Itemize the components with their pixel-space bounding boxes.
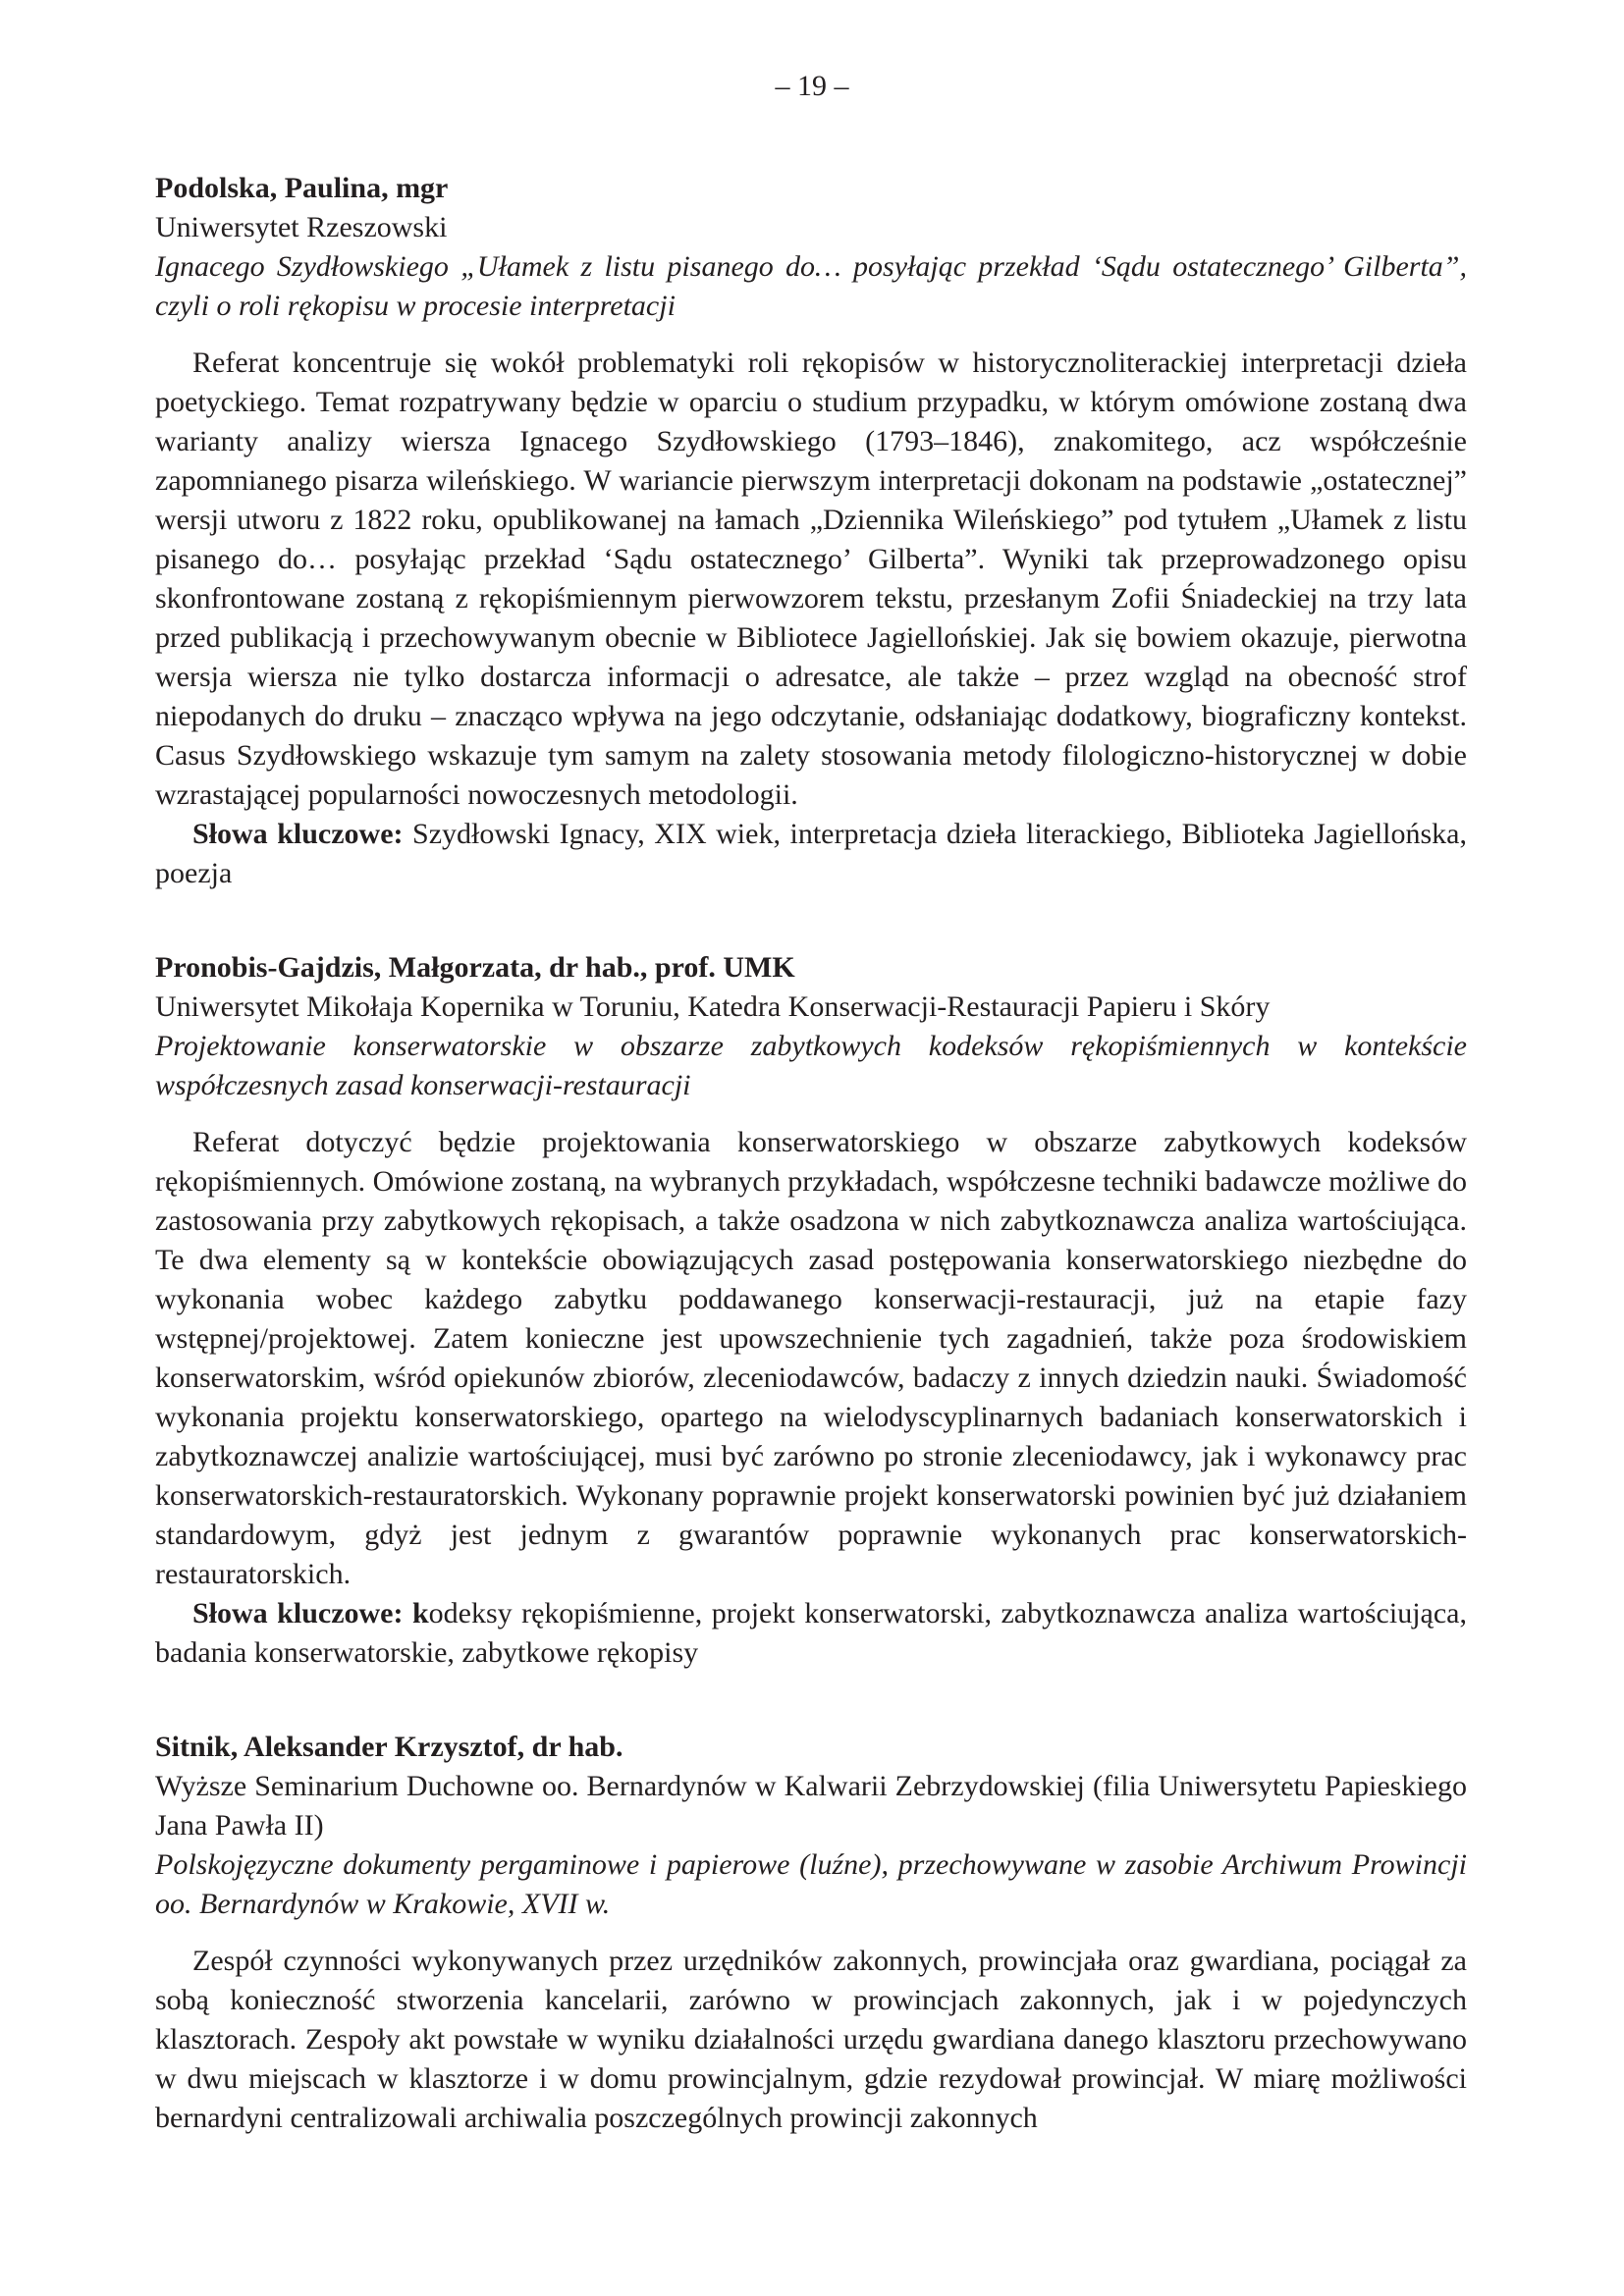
keywords-text: odeksy rękopiśmienne, projekt konserwatorski, zabytkoznawcza analiza wartościująca, badania konserwatorskie, zabytkowe rękopisy xyxy=(155,1597,1467,1669)
entry-podolska xyxy=(155,169,1467,893)
entry-title: Polskojęzyczne dokumenty pergaminowe i papierowe (luźne), przechowywane w zasobie Archiwum Prowincji oo. Bernardynów w Krakowie, XVII w. xyxy=(155,1848,1467,1920)
entry-keywords xyxy=(155,1594,1467,1673)
keywords-label: Słowa kluczowe: xyxy=(192,818,404,850)
keywords-label: Słowa kluczowe: k xyxy=(192,1597,429,1629)
entry-author: Pronobis-Gajdzis, Małgorzata, dr hab., prof. UMK xyxy=(155,951,795,984)
page-content xyxy=(155,169,1467,2193)
entry-title: Projektowanie konserwatorskie w obszarze zabytkowych kodeksów rękopiśmiennych w kontekście współczesnych zasad konserwacji-restauracji xyxy=(155,1030,1467,1101)
entry-title: Ignacego Szydłowskiego „Ułamek z listu pisanego do… posyłając przekład ‘Sądu ostatecznego’ Gilberta”, czyli o roli rękopisu w procesie interpretacji xyxy=(155,250,1467,322)
entry-author: Sitnik, Aleksander Krzysztof, dr hab. xyxy=(155,1731,623,1763)
entry-pronobis-gajdzis xyxy=(155,948,1467,1673)
entry-abstract: Zespół czynności wykonywanych przez urzędników zakonnych, prowincjała oraz gwardiana, pociągał za sobą konieczność stworzenia kancelarii, zarówno w prowincjach zakonnych, jak i w pojedynczych klasztorach. Zespoły akt powstałe w wyniku działalności urzędu gwardiana danego klasztoru przechowywano w dwu miejscach w klasztorze i w domu prowincjalnym, gdzie rezydował prowincjał. W miarę możliwości bernardyni centralizowali archiwalia poszczególnych prowincji zakonnych xyxy=(155,1945,1467,2134)
entry-affiliation: Wyższe Seminarium Duchowne oo. Bernardynów w Kalwarii Zebrzydowskiej (filia Uniwersytetu Papieskiego Jana Pawła II) xyxy=(155,1770,1467,1842)
entry-affiliation: Uniwersytet Rzeszowski xyxy=(155,211,448,243)
entry-affiliation: Uniwersytet Mikołaja Kopernika w Toruniu, Katedra Konserwacji-Restauracji Papieru i Skóry xyxy=(155,990,1271,1023)
entry-author: Podolska, Paulina, mgr xyxy=(155,172,449,204)
entry-sitnik xyxy=(155,1728,1467,2138)
entry-abstract: Referat koncentruje się wokół problematyki roli rękopisów w historycznoliterackiej interpretacji dzieła poetyckiego. Temat rozpatrywany będzie w oparciu o studium przypadku, w którym omówione zostaną dwa warianty analizy wiersza Ignacego Szydłowskiego (1793–1846), znakomitego, acz współcześnie zapomnianego pisarza wileńskiego. W wariancie pierwszym interpretacji dokonam na podstawie „ostatecznej” wersji utworu z 1822 roku, opublikowanej na łamach „Dziennika Wileńskiego” pod tytułem „Ułamek z listu pisanego do… posyłając przekład ‘Sądu ostatecznego’ Gilberta”. Wyniki tak przeprowadzonego opisu skonfrontowane zostaną z rękopiśmiennym pierwowzorem tekstu, przesłanym Zofii Śniadeckiej na trzy lata przed publikacją i przechowywanym obecnie w Bibliotece Jagiellońskiej. Jak się bowiem okazuje, pierwotna wersja wiersza nie tylko dostarcza informacji o adresatce, ale także – przez wzgląd na obecność strof niepodanych do druku – znacząco wpływa na jego odczytanie, odsłaniając dodatkowy, biograficzny kontekst. Casus Szydłowskiego wskazuje tym samym na zalety stosowania metody filologiczno-historycznej w dobie wzrastającej popularności nowoczesnych metodologii. xyxy=(155,347,1467,811)
entry-abstract: Referat dotyczyć będzie projektowania konserwatorskiego w obszarze zabytkowych kodeksów rękopiśmiennych. Omówione zostaną, na wybranych przykładach, współczesne techniki badawcze możliwe do zastosowania przy zabytkowych rękopisach, a także osadzona w nich zabytkoznawcza analiza wartościująca. Te dwa elementy są w kontekście obowiązujących zasad postępowania konserwatorskiego niezbędne do wykonania wobec każdego zabytku poddawanego konserwacji-restauracji, już na etapie fazy wstępnej/projektowej. Zatem konieczne jest upowszechnienie tych zagadnień, także poza środowiskiem konserwatorskim, wśród opiekunów zbiorów, zleceniodawców, badaczy z innych dziedzin nauki. Świadomość wykonania projektu konserwatorskiego, opartego na wielodyscyplinarnych badaniach konserwatorskich i zabytkoznawczej analizie wartościującej, musi być zarówno po stronie zleceniodawcy, jak i wykonawcy prac konserwatorskich-restauratorskich. Wykonany poprawnie projekt konserwatorski powinien być już działaniem standardowym, gdyż jest jednym z gwarantów poprawnie wykonanych prac konserwatorskich-restauratorskich. xyxy=(155,1126,1467,1590)
entry-keywords xyxy=(155,815,1467,893)
page-number: – 19 – xyxy=(775,70,849,102)
keywords-text: Szydłowski Ignacy, XIX wiek, interpretacja dzieła literackiego, Biblioteka Jagiellońska, poezja xyxy=(155,818,1467,889)
